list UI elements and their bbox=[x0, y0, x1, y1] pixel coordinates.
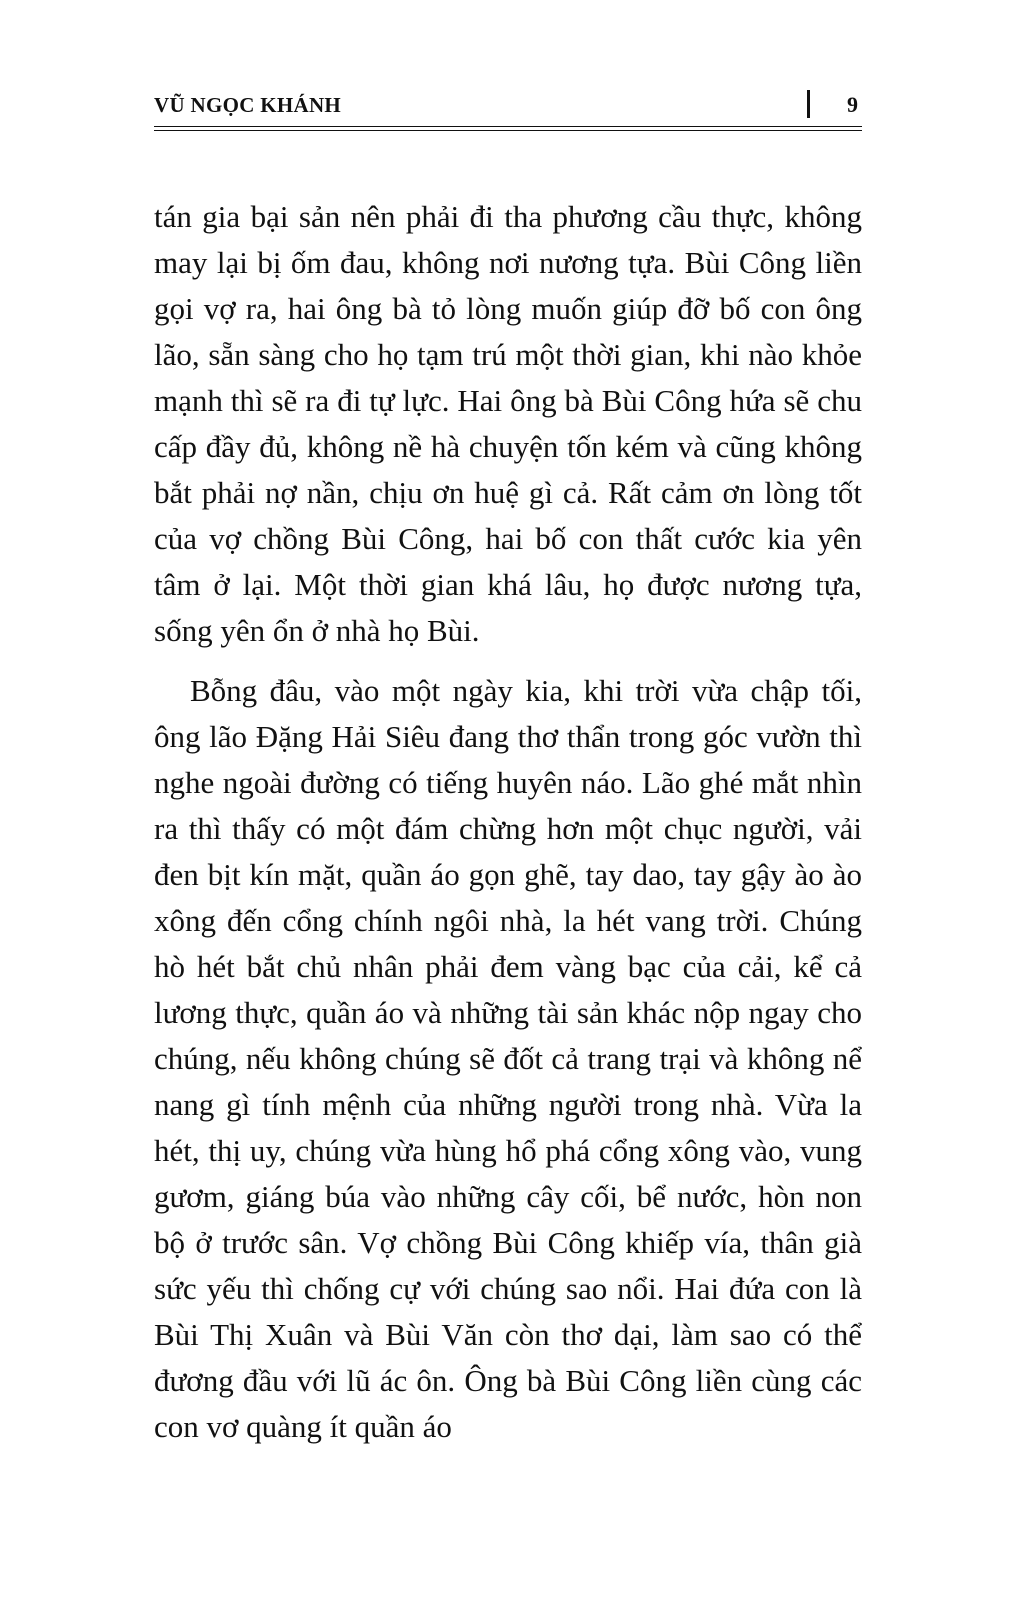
paragraph: Bỗng đâu, vào một ngày kia, khi trời vừa chập tối, ông lão Đặng Hải Siêu đang thơ thẩn trong góc vườn thì nghe ngoài đường có tiếng huyên náo. Lão ghé mắt nhìn ra thì thấy có một đám chừng hơn một chục người, vải đen bịt kín mặt, quần áo gọn ghẽ, tay dao, tay gậy ào ào xông đến cổng chính ngôi nhà, la hét vang trời. Chúng hò hét bắt chủ nhân phải đem vàng bạc của cải, kể cả lương thực, quần áo và những tài sản khác nộp ngay cho chúng, nếu không chúng sẽ đốt cả trang trại và không nể nang gì tính mệnh của những người trong nhà. Vừa la hét, thị uy, chúng vừa hùng hổ phá cổng xông vào, vung gươm, giáng búa vào những cây cối, bể nước, hòn non bộ ở trước sân. Vợ chồng Bùi Công khiếp vía, thân già sức yếu thì chống cự với chúng sao nổi. Hai đứa con là Bùi Thị Xuân và Bùi Văn còn thơ dại, làm sao có thể đương đầu với lũ ác ôn. Ông bà Bùi Công liền cùng các con vơ quàng ít quần áo bbox=[154, 673, 862, 1444]
header-divider-bar bbox=[807, 90, 810, 118]
running-header bbox=[154, 92, 862, 128]
body-text bbox=[154, 194, 862, 1450]
page-number: 9 bbox=[847, 92, 858, 117]
author-name: VŨ NGỌC KHÁNH bbox=[154, 93, 342, 117]
paragraph: tán gia bại sản nên phải đi tha phương cầu thực, không may lại bị ốm đau, không nơi nương tựa. Bùi Công liền gọi vợ ra, hai ông bà tỏ lòng muốn giúp đỡ bố con ông lão, sẵn sàng cho họ tạm trú một thời gian, khi nào khỏe mạnh thì sẽ ra đi tự lực. Hai ông bà Bùi Công hứa sẽ chu cấp đầy đủ, không nề hà chuyện tốn kém và cũng không bắt phải nợ nần, chịu ơn huệ gì cả. Rất cảm ơn lòng tốt của vợ chồng Bùi Công, hai bố con thất cước kia yên tâm ở lại. Một thời gian khá lâu, họ được nương tựa, sống yên ổn ở nhà họ Bùi. bbox=[154, 199, 862, 648]
header-rule bbox=[154, 126, 862, 127]
header-rule-thin bbox=[154, 130, 862, 131]
